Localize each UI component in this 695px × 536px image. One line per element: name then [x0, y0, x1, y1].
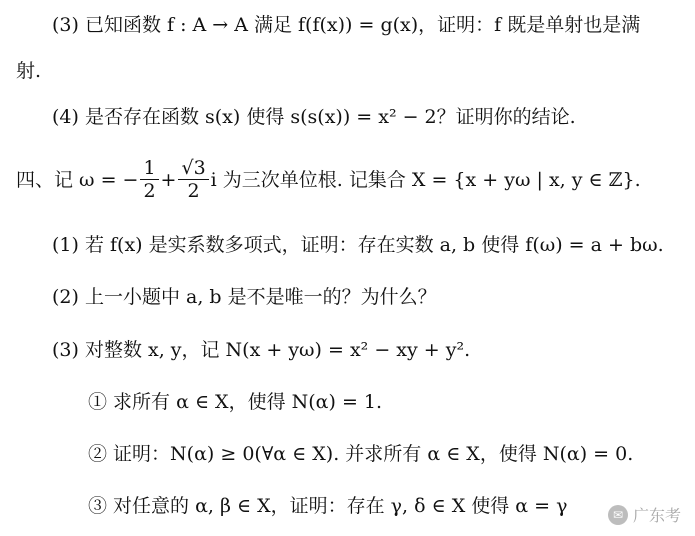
problem4-part1-text: (1) 若 f(x) 是实系数多项式，证明：存在实数 a, b 使得 f(ω) = a + bω. — [52, 234, 664, 256]
problem3-part4-text: (4) 是否存在函数 s(x) 使得 s(s(x)) = x² − 2？证明你的结论. — [52, 106, 576, 128]
problem3-part3-continuation — [16, 58, 41, 84]
problem4-part2-line — [52, 284, 437, 310]
problem4-rest: i 为三次单位根. 记集合 X = {x + yω | x, y ∈ ℤ}. — [210, 169, 641, 191]
problem3-part3-line — [52, 12, 640, 38]
fraction-sqrt3-half-numerator: √3 — [178, 159, 208, 180]
problem4-sub1-text: ① 求所有 α ∈ X，使得 N(α) = 1. — [88, 391, 383, 413]
problem4-part1-line — [52, 232, 664, 258]
problem3-part3-text: (3) 已知函数 f : A → A 满足 f(f(x)) = g(x)，证明：f 既是单射也是满 — [52, 14, 641, 36]
fraction-sqrt3-half — [178, 159, 208, 201]
fraction-one-half-denominator: 2 — [143, 180, 156, 202]
problem4-part2-text: (2) 上一小题中 a, b 是不是唯一的？为什么？ — [52, 286, 437, 308]
watermark-text: 广东考 — [632, 506, 681, 525]
problem4-plus: + — [160, 169, 177, 191]
problem4-lead: 四、记 ω = − — [16, 169, 139, 191]
wechat-icon: ✉ — [608, 505, 628, 525]
problem4-statement — [16, 150, 641, 210]
problem3-part4-line — [52, 104, 576, 130]
fraction-sqrt3-half-denominator: 2 — [187, 180, 200, 202]
problem4-sub3-text: ③ 对任意的 α, β ∈ X，证明：存在 γ, δ ∈ X 使得 α = γ — [88, 495, 568, 517]
problem4-part3-line — [52, 337, 470, 363]
problem4-sub2-line — [88, 441, 633, 467]
fraction-one-half — [140, 159, 158, 201]
fraction-one-half-numerator: 1 — [140, 159, 158, 180]
problem3-part3-cont-text: 射. — [16, 60, 42, 82]
watermark — [608, 503, 681, 526]
problem4-sub2-text: ② 证明：N(α) ≥ 0(∀α ∈ X). 并求所有 α ∈ X，使得 N(α) = 0. — [88, 443, 634, 465]
problem4-sub1-line — [88, 389, 382, 415]
problem4-part3-text: (3) 对整数 x, y，记 N(x + yω) = x² − xy + y². — [52, 339, 471, 361]
problem4-sub3-line — [88, 493, 568, 519]
